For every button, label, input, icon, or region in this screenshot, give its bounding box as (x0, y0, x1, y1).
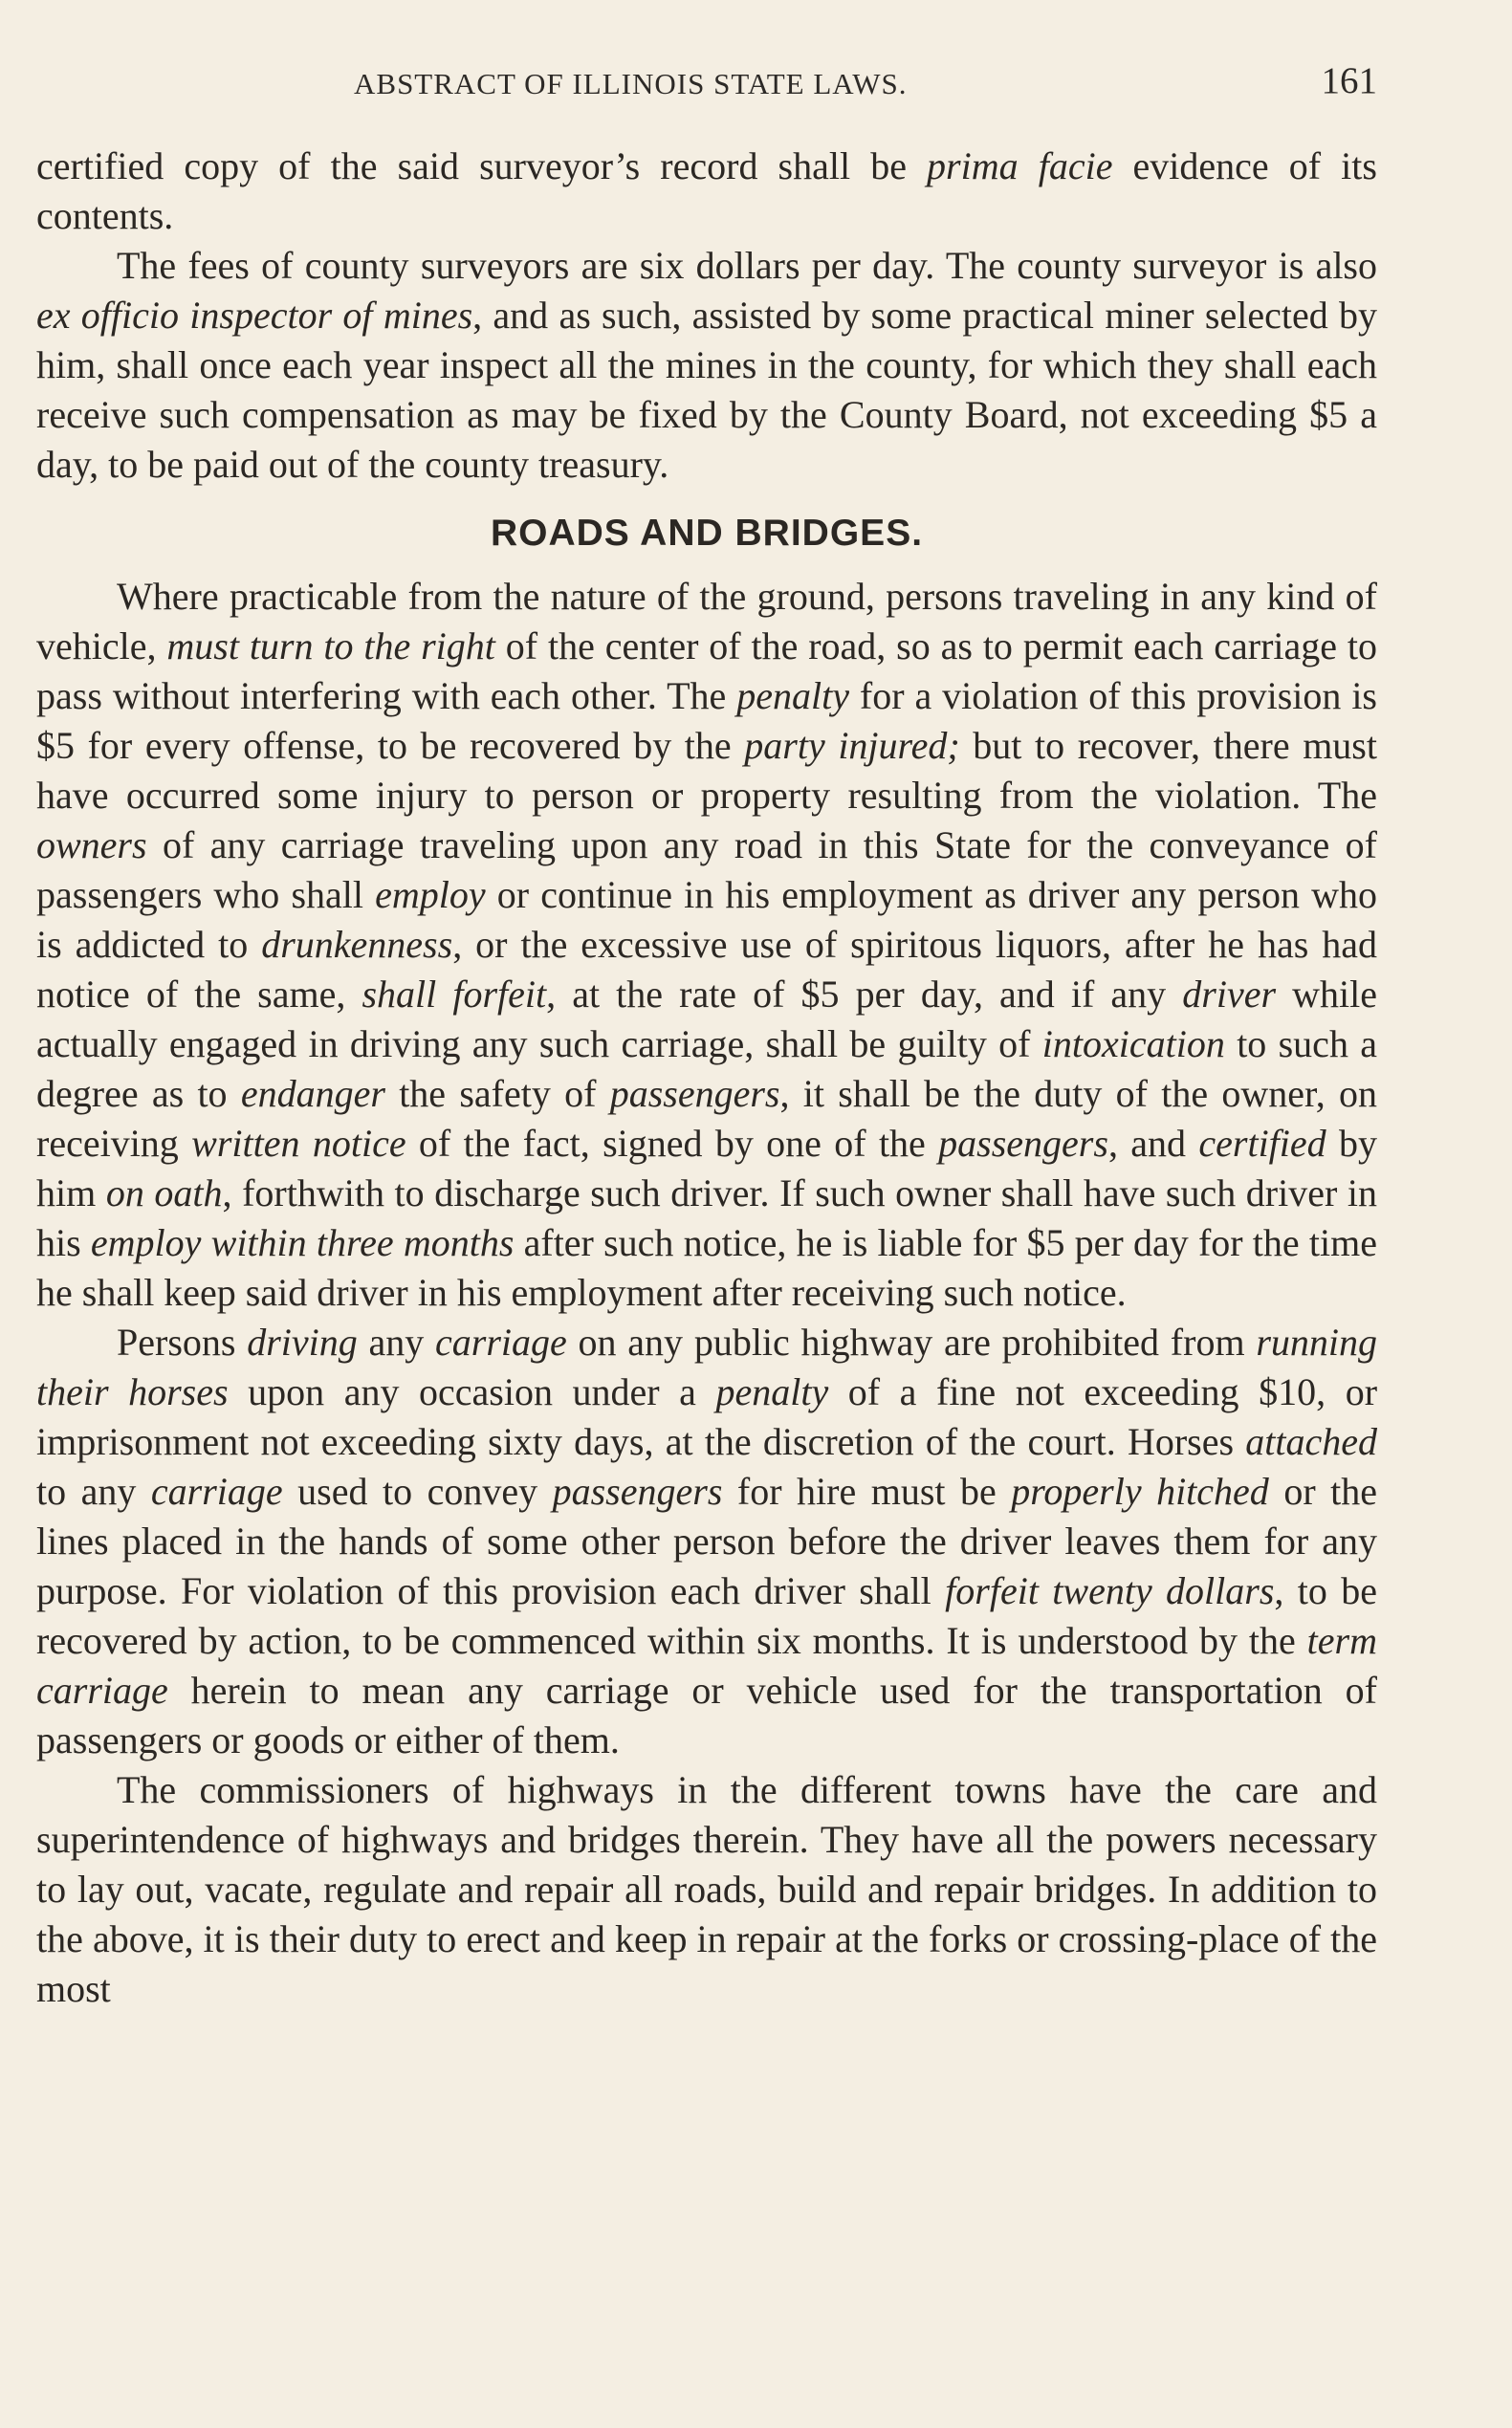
italic-term: certified (1198, 1122, 1326, 1165)
running-title: ABSTRACT OF ILLINOIS STATE LAWS. (354, 67, 908, 100)
text-run: Persons (117, 1321, 248, 1364)
italic-term: attached (1245, 1420, 1377, 1463)
italic-term: employ (375, 873, 486, 916)
italic-term: carriage (150, 1470, 283, 1513)
page-content (36, 142, 1377, 2014)
text-run: for hire must be (722, 1470, 1012, 1513)
text-run: used to convey (282, 1470, 553, 1513)
text-run: after such notice, he is liable for $5 per day for the time he shall keep said driver in his employment after receiving such notice. (36, 1221, 1377, 1314)
paragraph-road-rules (36, 572, 1377, 1318)
italic-term: party injured; (744, 724, 960, 767)
paragraph-highway-commissioners (36, 1765, 1377, 2014)
italic-term: written notice (191, 1122, 406, 1165)
italic-term: ex officio inspector of mines (36, 294, 473, 337)
italic-term: intoxication (1041, 1022, 1225, 1065)
text-run: , forthwith to discharge such driver. If such owner shall have such driver in his (36, 1171, 1377, 1264)
italic-term: forfeit twenty dollars (945, 1569, 1275, 1612)
italic-term: drunkenness (261, 923, 453, 966)
text-run: of the fact, signed by one of the (405, 1122, 939, 1165)
text-run: or the lines placed in the hands of some other person before the driver leaves them for any purpose. For violation of this provision each driver shall (36, 1470, 1378, 1612)
section-heading: ROADS AND BRIDGES. (490, 513, 924, 554)
text-run: by him (36, 1122, 1377, 1214)
italic-term: owners (36, 823, 147, 866)
text-run: while actually engaged in driving any such carriage, shall be guilty of (36, 973, 1377, 1065)
text-run: , or the excessive use of spiritous liquors, after he has had notice of the same, (36, 923, 1378, 1016)
text-run: , at the rate of $5 per day, and if any (546, 973, 1183, 1016)
text-run: certified copy of the said surveyor’s record shall be (36, 144, 928, 187)
page-number: 161 (1321, 60, 1377, 101)
text-run: or continue in his employment as driver any person who is addicted to (36, 873, 1377, 966)
italic-term: term carriage (36, 1619, 1377, 1712)
text-run: evidence of its contents. (36, 144, 1377, 237)
text-run: for a violation of this provision is $5 for every offense, to be recovered by the (36, 674, 1377, 767)
italic-term: penalty (736, 674, 849, 717)
italic-term: passengers (552, 1470, 723, 1513)
italic-term: must turn to the right (166, 624, 495, 667)
italic-term: driving (247, 1321, 358, 1364)
text-run: on any public highway are prohibited from (566, 1321, 1257, 1364)
italic-term: shall forfeit (362, 973, 547, 1016)
text-run: The fees of county surveyors are six dollars per day. The county surveyor is also (117, 244, 1377, 287)
paragraph-surveyor-fees (36, 241, 1377, 490)
italic-term: endanger (240, 1072, 385, 1115)
italic-term: on oath (105, 1171, 223, 1214)
italic-term: penalty (715, 1370, 829, 1413)
italic-term: passengers (938, 1122, 1108, 1165)
paragraph-driving-penalties (36, 1318, 1377, 1765)
text-run: any (357, 1321, 436, 1364)
paragraph-surveyor-record (36, 142, 1377, 241)
text-run: , and as such, assisted by some practical miner selected by him, shall once each year inspect all the mines in the county, for which they shall each receive such compensation as may be fixed by the County Board, not exceeding $5 a day, to be paid out of the county treasury. (36, 294, 1377, 486)
text-run: , and (1107, 1122, 1199, 1165)
text-run: of any carriage traveling upon any road in this State for the conveyance of passengers who shall (36, 823, 1377, 916)
italic-term: passengers (609, 1072, 780, 1115)
text-run: , to be recovered by action, to be commenced within six months. It is understood by the (36, 1569, 1377, 1662)
italic-term: running their horses (36, 1321, 1378, 1413)
italic-term: carriage (435, 1321, 567, 1364)
text-run: herein to mean any carriage or vehicle used for the transportation of passengers or goods or either of them. (36, 1669, 1377, 1761)
italic-term: employ within three months (90, 1221, 515, 1264)
text-run: Where practicable from the nature of the ground, persons traveling in any kind of vehicle, (36, 575, 1377, 667)
text-run: but to recover, there must have occurred some injury to person or property resulting from the violation. The (36, 724, 1377, 817)
italic-term: properly hitched (1011, 1470, 1269, 1513)
text-run: The commissioners of highways in the different towns have the care and superintendence of highways and bridges therein. They have all the powers necessary to lay out, vacate, regulate and repair all roads, build and repair bridges. In addition to the above, it is their duty to erect and keep in repair at the forks or crossing-place of the most (36, 1768, 1377, 2010)
text-run: upon any occasion under a (228, 1370, 716, 1413)
italic-term: prima facie (927, 144, 1113, 187)
italic-term: driver (1182, 973, 1277, 1016)
text-run: of the center of the road, so as to permit each carriage to pass without interfering with each other. The (36, 624, 1377, 717)
text-run: to any (36, 1470, 151, 1513)
text-run: to such a degree as to (36, 1022, 1378, 1115)
running-header (38, 59, 1377, 107)
text-run: the safety of (384, 1072, 610, 1115)
text-run: , it shall be the duty of the owner, on receiving (36, 1072, 1378, 1165)
text-run: of a fine not exceeding $10, or imprisonment not exceeding sixty days, at the discretion of the court. Horses (36, 1370, 1378, 1463)
